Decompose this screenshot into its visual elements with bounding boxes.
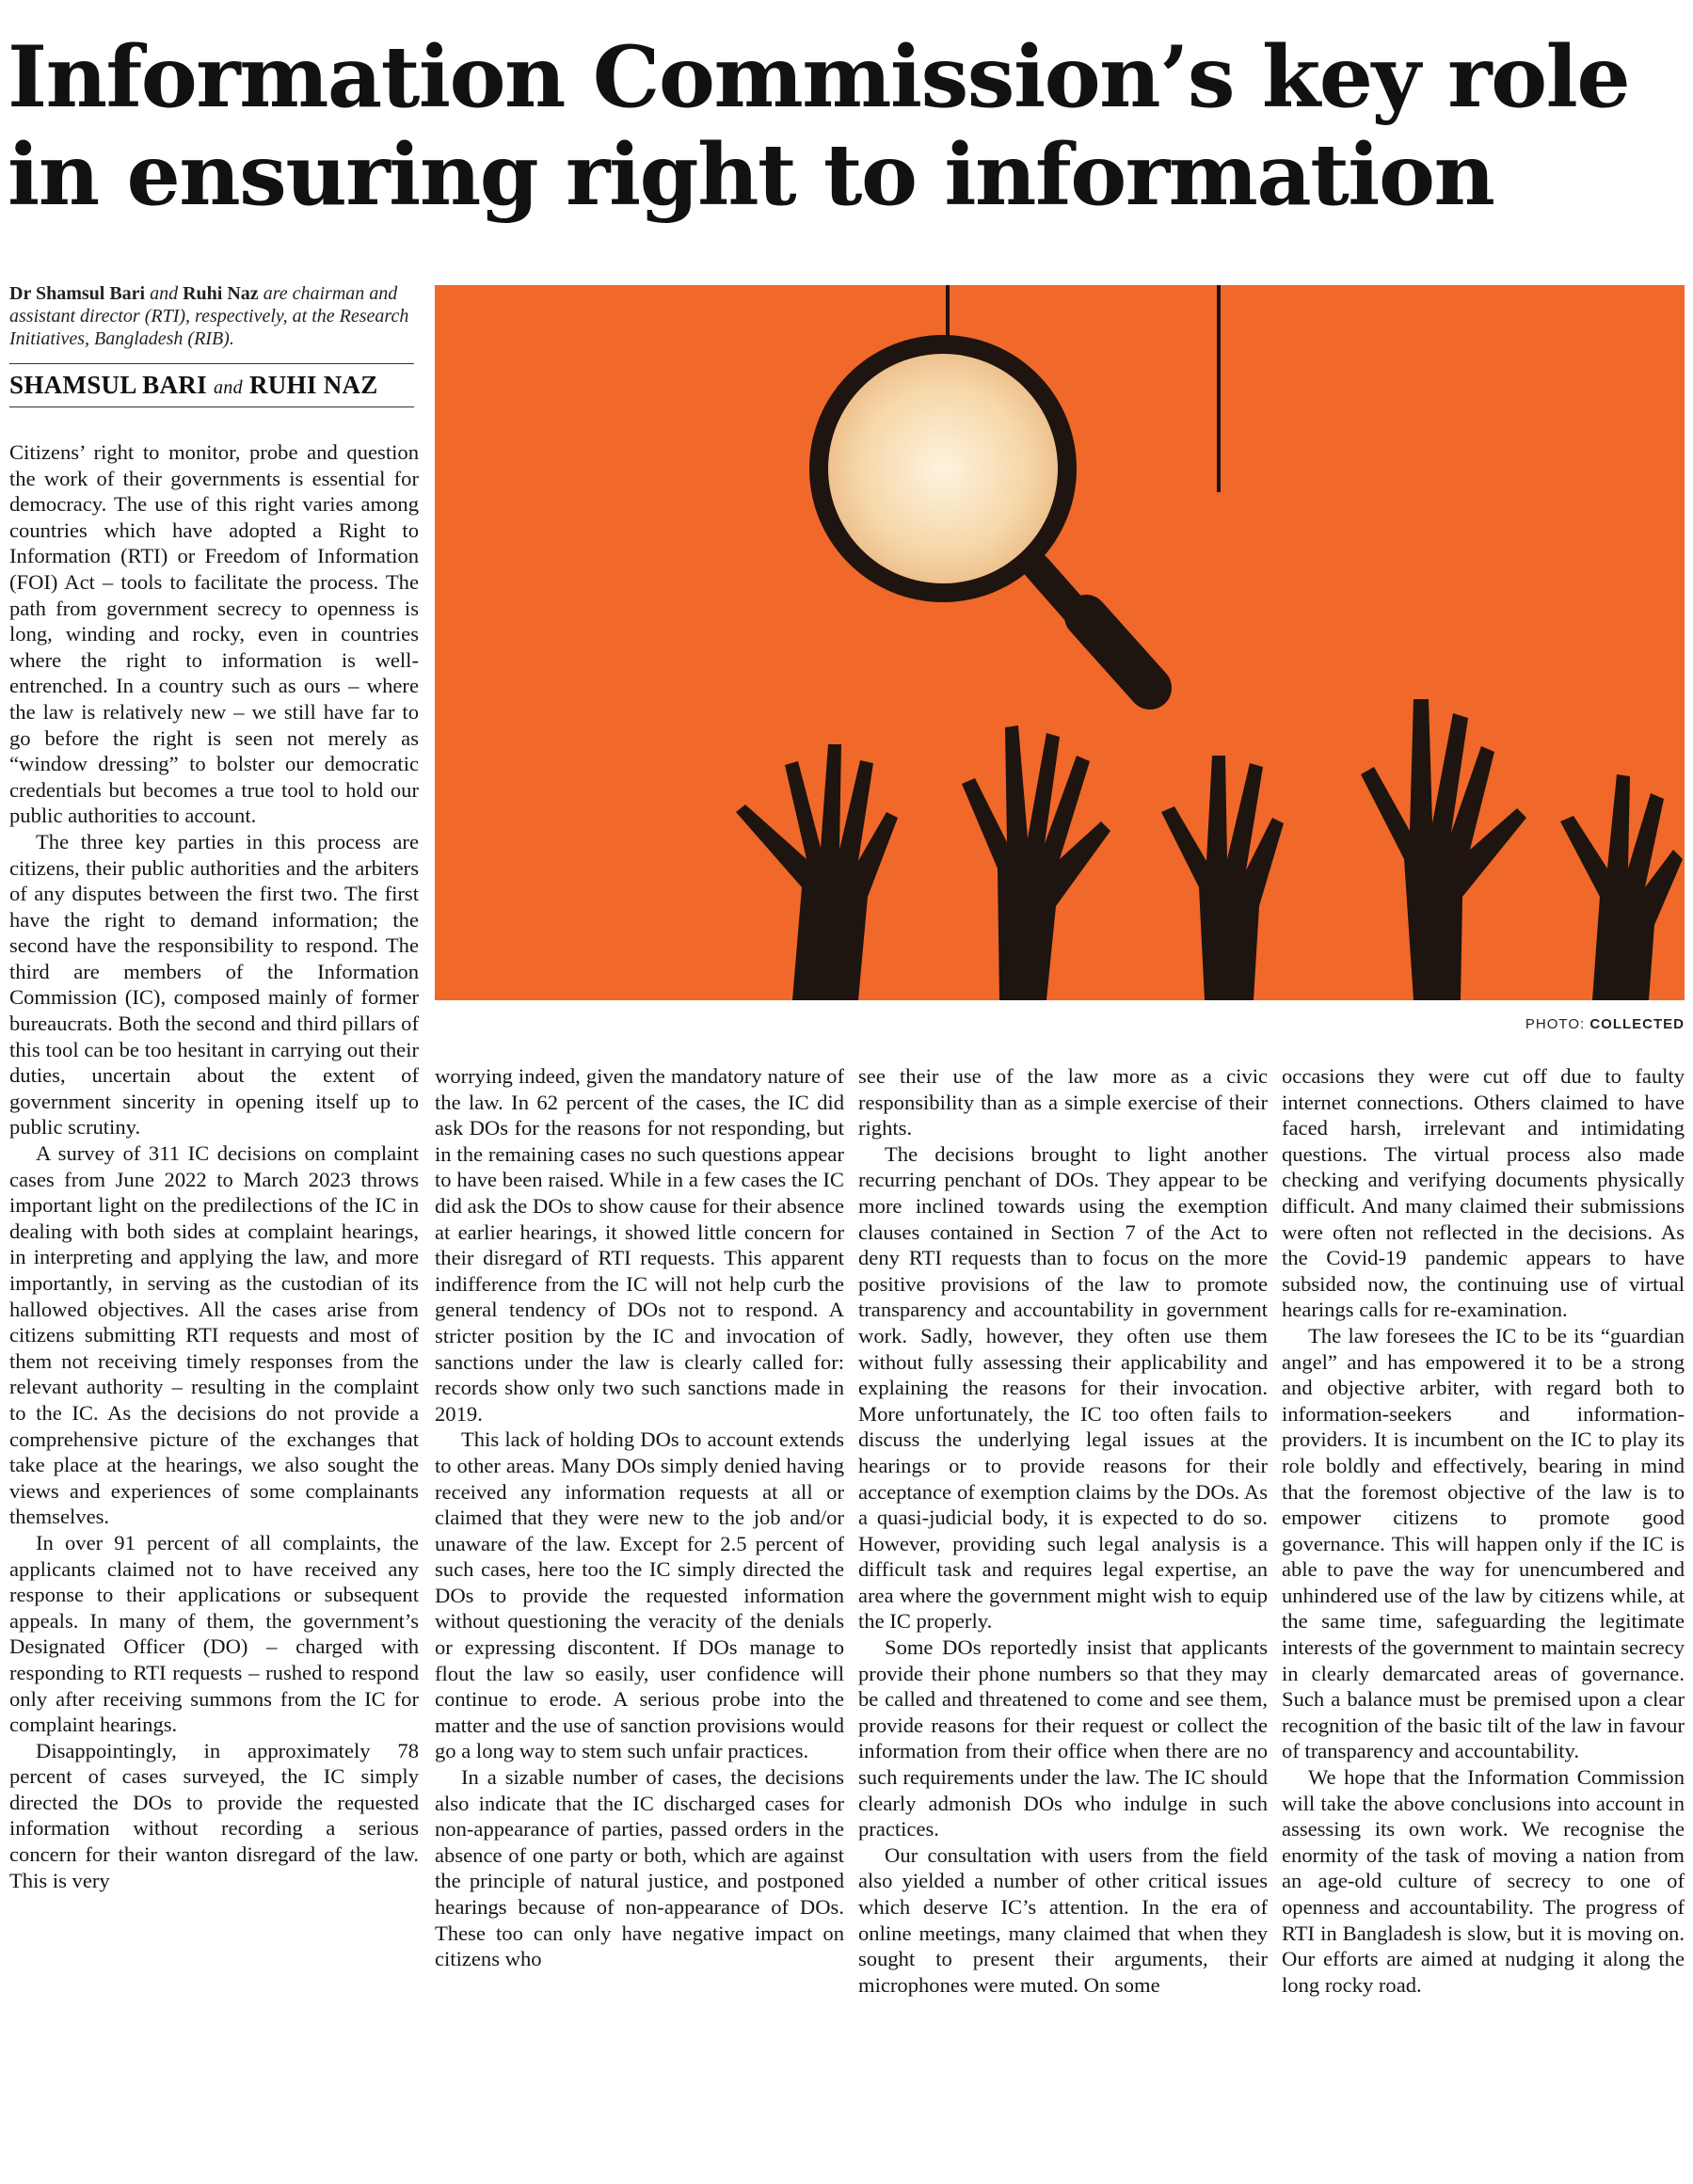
photo-credit-value: COLLECTED bbox=[1589, 1016, 1685, 1032]
article-paragraph: This lack of holding DOs to account extends to other areas. Many DOs simply denied having received any information requests at all or claimed that they were new to the job and/or unaware of the law. Except for 2.5 percent of such cases, here too the IC simply directed the DOs to provide the requested information without questioning the veracity of the denials or expressing discontent. If DOs manage to flout the law so easily, user confidence will continue to erode. A serious probe into the matter and the use of sanction provisions would go a long way to stem such unfair practices. bbox=[435, 1427, 844, 1763]
author-bio-and: and bbox=[150, 283, 179, 304]
headline-line-2: in ensuring right to information bbox=[8, 125, 1494, 225]
article-paragraph: Disappointingly, in approximately 78 percent of cases surveyed, the IC simply directed the DOs to provide the requested information without recording a serious concern for their wanton disregard of the law. This is very bbox=[9, 1738, 419, 1892]
photo-illustration bbox=[435, 285, 1685, 1000]
article-paragraph: worrying indeed, given the mandatory nature of the law. In 62 percent of the cases, the IC did ask DOs for the reasons for not responding, but in the remaining cases no such questions appear to have been raised. While in a few cases the IC did ask the DOs to show cause for their absence at earlier hearings, it showed little concern for their disregard of RTI requests. This apparent indifference from the IC will not help curb the general tendency of DOs not to respond. A stricter position by the IC and invocation of sanctions under the law is clearly called for: records show only two such sanctions made in 2019. bbox=[435, 1064, 844, 1426]
article-paragraph: occasions they were cut off due to faulty internet connections. Others claimed to have faced harsh, irrelevant and intimidating questions. The virtual process also made checking and verifying documents physically difficult. And many claimed their submissions were often not reflected in the decisions. As the Covid-19 pandemic appears to have subsided now, the continuing use of virtual hearings calls for re-examination. bbox=[1282, 1064, 1685, 1322]
photo-credit-label: PHOTO: bbox=[1525, 1016, 1586, 1032]
headline bbox=[8, 28, 1692, 224]
author-bio-name-2: Ruhi Naz bbox=[183, 283, 259, 304]
byline-author-1: SHAMSUL BARI bbox=[9, 371, 207, 399]
photo-credit bbox=[1412, 1016, 1685, 1032]
article-column-1 bbox=[9, 439, 419, 2180]
article-paragraph: A survey of 311 IC decisions on complaint cases from June 2022 to March 2023 throws important light on the predilections of the IC in dealing with both sides at complaint hearings, in interpreting and applying the law, and more importantly, in serving as the custodian of its hallowed objectives. All the cases arise from citizens submitting RTI requests and most of them not receiving timely responses from the relevant authority – resulting in the complaint to the IC. As the decisions do not provide a comprehensive picture of the exchanges that take place at the hearings, we also sought the views and experiences of some complainants themselves. bbox=[9, 1141, 419, 1529]
article-paragraph: In a sizable number of cases, the decisions also indicate that the IC discharged cases for non-appearance of parties, passed orders in the absence of one party or both, which are against the principle of natural justice, and postponed hearings because of non-appearance of DOs. These too can only have negative impact on citizens who bbox=[435, 1765, 844, 1971]
byline bbox=[9, 369, 414, 404]
article-column-4 bbox=[1282, 1063, 1685, 2183]
author-bio bbox=[9, 282, 414, 350]
article-photo bbox=[435, 285, 1685, 1000]
article-paragraph: The three key parties in this process are citizens, their public authorities and the arbiters of any disputes between the first two. The first have the right to demand information; the second have the responsibility to respond. The third are members of the Information Commission (IC), composed mainly of former bureaucrats. Both the second and third pillars of this tool can be too hesitant in carrying out their duties, uncertain about the extent of government sincerity in opening itself up to public scrutiny. bbox=[9, 829, 419, 1140]
byline-author-2: RUHI NAZ bbox=[248, 371, 378, 399]
raised-hands-icon bbox=[736, 699, 1683, 1000]
article-paragraph: The law foresees the IC to be its “guardian angel” and has empowered it to be a strong and objective arbiter, with regard both to information-seekers and information-providers. It is incumbent on the IC to play its role boldly and effectively, bearing in mind that the foremost objective of the law is to empower citizens to promote good governance. This will happen only if the IC is able to pave the way for unencumbered and unhindered use of the law by citizens while, at the same time, safeguarding the legitimate interests of the government to maintain secrecy in clearly demarcated areas of governance. Such a balance must be premised upon a clear recognition of the basic tilt of the law in favour of transparency and accountability. bbox=[1282, 1323, 1685, 1763]
article-paragraph: Citizens’ right to monitor, probe and question the work of their governments is essential for democracy. The use of this right varies among countries which have adopted a Right to Information (RTI) or Freedom of Information (FOI) Act – tools to facilitate the process. The path from government secrecy to openness is long, winding and rocky, even in countries where the right to information is well-entrenched. In a country such as ours – where the law is relatively new – we still have far to go before the right is seen not merely as “window dressing” to bolster our democratic credentials but becomes a true tool to hold our public authorities to account. bbox=[9, 440, 419, 828]
author-bio-name-1: Dr Shamsul Bari bbox=[9, 283, 146, 304]
article-paragraph: Our consultation with users from the field also yielded a number of other critical issues which deserve IC’s attention. In the era of online meetings, many claimed that when they sought to present their arguments, their microphones were muted. On some bbox=[858, 1842, 1268, 1997]
article-paragraph: The decisions brought to light another recurring penchant of DOs. They appear to be more inclined towards using the exemption clauses contained in Section 7 of the Act to deny RTI requests than to focus on the more positive provisions of the law to promote transparency and accountability in government work. Sadly, however, they often use them without fully assessing their applicability and explaining the reasons for their invocation. More unfortunately, the IC too often fails to discuss the underlying legal issues at the hearings or to provide reasons for their acceptance of exemption claims by the DOs. As a quasi-judicial body, it is expected to do so. However, providing such legal analysis is a difficult task and requires legal expertise, an area where the government might wish to equip the IC properly. bbox=[858, 1141, 1268, 1634]
magnifying-glass-icon bbox=[809, 285, 1219, 688]
article-paragraph: In over 91 percent of all complaints, the applicants claimed not to have received any response to their applications or subsequent appeals. In many of them, the government’s Designated Officer (DO) – charged with responding to RTI requests – rushed to respond only after receiving summons from the IC for complaint hearings. bbox=[9, 1530, 419, 1737]
byline-and: and bbox=[213, 377, 243, 398]
article-paragraph: Some DOs reportedly insist that applicants provide their phone numbers so that they may be called and threatened to come and see them, provide reasons for their request or collect the information from their office when there are no such requirements under the law. The IC should clearly admonish DOs who indulge in such practices. bbox=[858, 1635, 1268, 1841]
article-column-2 bbox=[435, 1063, 844, 2183]
headline-line-1: Information Commission’s key role bbox=[8, 27, 1630, 127]
article-paragraph: see their use of the law more as a civic responsibility than as a simple exercise of their rights. bbox=[858, 1064, 1268, 1140]
article-column-3 bbox=[858, 1063, 1268, 2183]
byline-top-rule bbox=[9, 363, 414, 364]
article-paragraph: We hope that the Information Commission will take the above conclusions into account in assessing its own work. We recognise the enormity of the task of moving a nation from an age-old culture of secrecy to one of openness and accountability. The progress of RTI in Bangladesh is slow, but it is moving on. Our efforts are aimed at nudging it along the long rocky road. bbox=[1282, 1765, 1685, 1997]
author-bio-text: are chairman and assistant director (RTI), respectively, at the Research Initiatives, Bangladesh (RIB). bbox=[9, 283, 409, 349]
